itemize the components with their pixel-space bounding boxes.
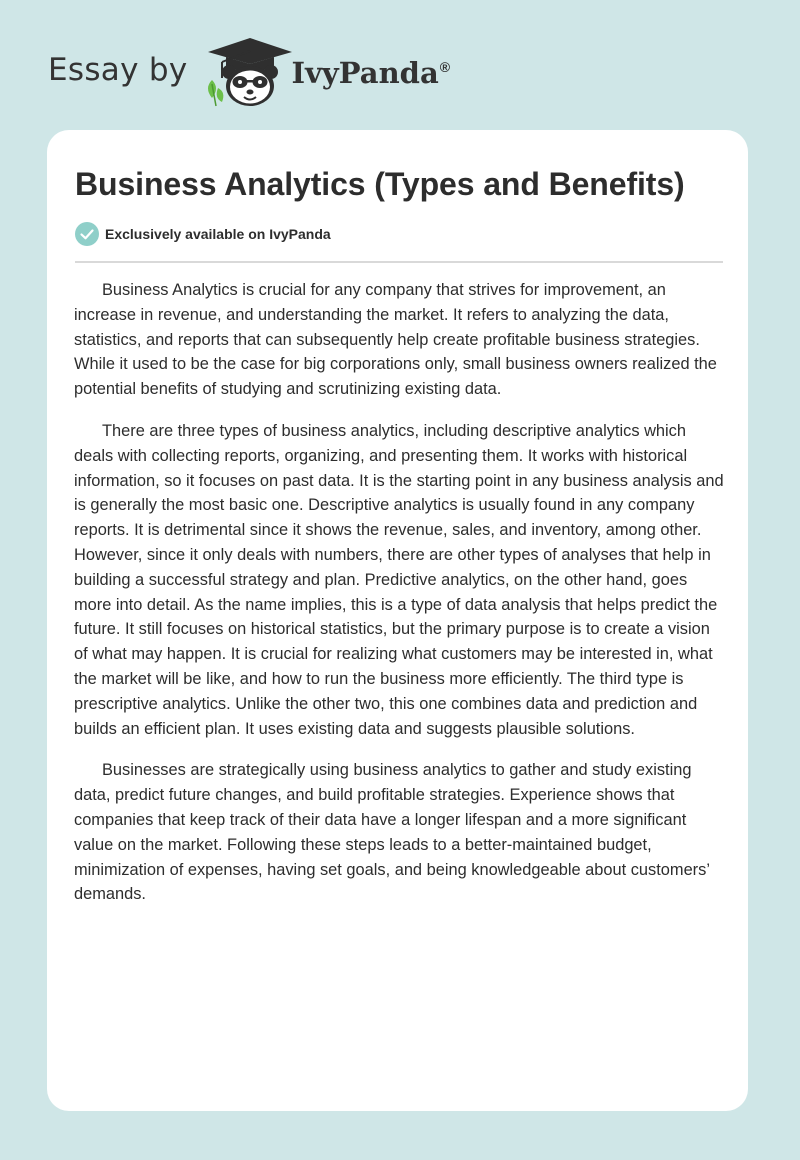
panda-logo-icon[interactable] (202, 36, 294, 108)
exclusive-badge (75, 222, 331, 246)
title-divider (75, 261, 723, 263)
essay-title: Business Analytics (Types and Benefits) (75, 166, 685, 202)
exclusive-badge-text: Exclusively available on IvyPanda (105, 226, 331, 242)
check-circle-icon (75, 222, 99, 246)
essay-paragraph-2: There are three types of business analytics, including descriptive analytics which deals with collecting reports, organizing, and presenting them. It works with historical information, so it focuses on past data. It is the starting point in any business analysis and is generally the most basic one. Descriptive analytics is usually found in any company reports. It is detrimental since it shows the revenue, sales, and inventory, among other. However, since it only deals with numbers, there are other types of analyses that help in building a successful strategy and plan. Predictive analytics, on the other hand, goes more into detail. As the name implies, this is a type of data analysis that helps predict the future. It still focuses on historical statistics, but the primary purpose is to create a vision of what may happen. It is crucial for realizing what customers may be interested in, what the market will be like, and how to run the business more efficiently. The third type is prescriptive analytics. Unlike the other two, this one combines data and prediction and builds an efficient plan. It uses existing data and suggests plausible solutions. (74, 421, 724, 738)
brand-header (48, 36, 450, 108)
essay-card (47, 130, 748, 1111)
brand-prefix: Essay by (48, 52, 188, 88)
essay-paragraph-3: Businesses are strategically using business analytics to gather and study existing data, predict future changes, and build profitable strategies. Experience shows that companies that keep track of their data have a longer lifespan and a more significant value on the market. Following these steps leads to a better-maintained budget, minimization of expenses, having set goals, and being knowledgeable about customers’ demands. (74, 761, 710, 904)
brand-name[interactable]: IvyPanda® (291, 56, 451, 90)
essay-paragraph-1: Business Analytics is crucial for any company that strives for improvement, an increase in revenue, and understanding the market. It refers to analyzing the data, statistics, and reports that can subsequently help create profitable business strategies. While it used to be the case for big corporations only, small business owners realized the potential benefits of studying and scrutinizing existing data. (74, 281, 717, 399)
registered-mark: ® (439, 59, 451, 76)
essay-body (74, 278, 724, 924)
